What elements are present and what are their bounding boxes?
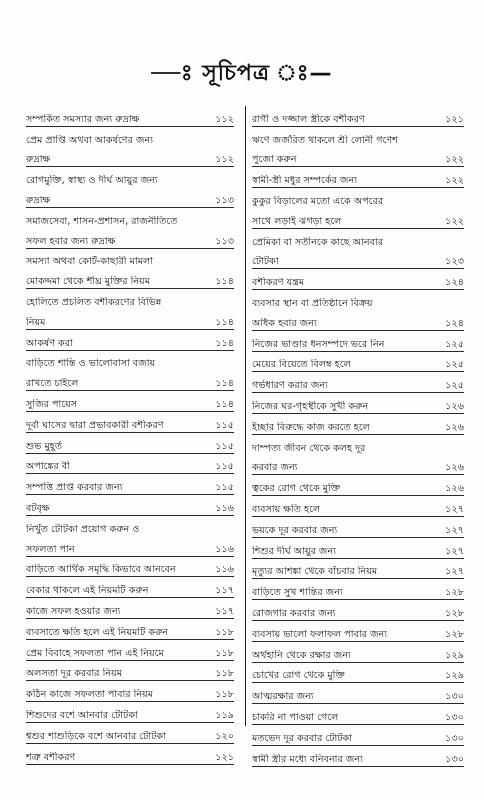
toc-entry-page: ১২৮ [445, 587, 464, 599]
toc-entry-page: ১২৪ [445, 277, 464, 289]
toc-entry-title: প্রেমিকা বা সতীনকে কাছে আনবার [252, 236, 383, 248]
toc-entry [26, 309, 234, 330]
toc-entry-title: ইচ্ছার বিরুদ্ধে কাজ করতে হলে [252, 421, 370, 433]
toc-entry [252, 600, 464, 621]
toc-entry-page: ১২০ [215, 730, 234, 742]
toc-entry-title: গর্ভধারণ করার জন্য [252, 380, 328, 392]
toc-entry [252, 414, 464, 435]
toc-entry-page: ১১৮ [215, 647, 234, 659]
toc-entry-page: ১১৫ [215, 419, 234, 431]
toc-entry [26, 433, 234, 454]
toc-entry [26, 351, 234, 371]
toc-entry [252, 435, 464, 455]
toc-entry [252, 269, 464, 290]
toc-entry [26, 167, 234, 187]
toc-entry [252, 310, 464, 331]
toc-entry [26, 249, 234, 269]
toc-entry-title: হোলিতে প্রচলিত বশীকরণের বিভিন্ন [26, 296, 162, 308]
toc-left-column [26, 106, 234, 765]
toc-entry-title: সমস্যা অথবা কোর্ট-কাছারী মামলা [26, 256, 153, 268]
toc-entry-title: শ্বশুর শাশুড়িকে বশে আনবার টোটকা [26, 730, 166, 742]
toc-entry [252, 147, 464, 168]
toc-entry-title: বেকার থাকলে এই নিয়মটি করুন [26, 585, 149, 597]
toc-entry-title: বটবৃক্ষ [26, 502, 50, 514]
toc-entry-title: আকর্ষণ করা [26, 337, 73, 349]
toc-entry-page: ১৩০ [445, 753, 464, 765]
toc-entry-page: ১২২ [445, 154, 464, 166]
toc-entry-title: সম্পর্কিত সমস্যার জন্য রুদ্রাক্ষ [26, 113, 140, 125]
toc-entry-page: ১১৪ [215, 398, 234, 410]
toc-entry-page: ১১২ [215, 113, 234, 125]
toc-entry [26, 557, 234, 578]
toc-entry-title: কুকুর বিড়ালের মতো একে অপরের [252, 195, 384, 207]
toc-entry-page: ১২৯ [445, 670, 464, 682]
toc-entry-page: ১৩০ [445, 732, 464, 744]
toc-entry-title: মোকদ্দমা থেকে শীঘ্র মুক্তির নিয়ম [26, 276, 151, 288]
toc-entry-title: অপাঙ্কের বী [26, 461, 70, 473]
toc-entry-title: শুভ মুহূর্ত [26, 440, 63, 452]
toc-entry [26, 702, 234, 723]
toc-entry [26, 106, 234, 127]
toc-entry-page: ১১৫ [215, 482, 234, 494]
toc-entry-title: সফল হবার জন্য রুদ্রাক্ষ [26, 235, 116, 247]
toc-entry-title: করবার জন্য [252, 462, 298, 474]
toc-entry-title: স্বামী-স্ত্রী মধুর সম্পর্কের জন্য [252, 175, 358, 187]
toc-entry-title: ব্যবসার স্থান বা প্রতিষ্ঠানে বিক্রয় [252, 297, 373, 309]
toc-entry [26, 412, 234, 433]
toc-entry [252, 704, 464, 725]
toc-entry [26, 744, 234, 765]
toc-entry-title: সাথে লড়াই ঝগড়া হলে [252, 215, 342, 227]
toc-entry [252, 642, 464, 663]
toc-entry [252, 496, 464, 517]
toc-entry [26, 681, 234, 702]
toc-entry-title: ব্যবসায় ক্ষতি হলে [252, 503, 321, 515]
toc-entry-page: ১২২ [445, 215, 464, 227]
column-divider [245, 106, 246, 726]
toc-entry-title: পুজো করুন [252, 154, 297, 166]
toc-entry-title: মেয়ের বিয়েতে বিলম্ব হলে [252, 359, 351, 371]
toc-entry-title: টোটকা [252, 256, 279, 268]
toc-entry [252, 188, 464, 208]
toc-entry-title: শিশুদের বশে আনবার টোটকা [26, 709, 138, 721]
toc-entry-page: ১২১ [445, 113, 464, 125]
toc-entry-page: ১১৪ [215, 316, 234, 328]
toc-entry [252, 331, 464, 352]
toc-entry [252, 290, 464, 310]
toc-entry-title: সফলতা পান [26, 543, 75, 555]
page-title: —ঃ সূচিপত্র ঃ— [151, 61, 333, 86]
toc-entry-title: আত্মরক্ষার জন্য [252, 691, 314, 703]
toc-entry [26, 661, 234, 682]
toc-entry-page: ১২৮ [445, 628, 464, 640]
toc-entry [26, 495, 234, 516]
toc-entry [26, 474, 234, 495]
toc-entry [252, 621, 464, 642]
toc-entry-title: রুদ্রাক্ষ [26, 154, 51, 166]
toc-entry-title: বাড়িতে শান্তি ও ভালোবাসা বজায় [26, 358, 156, 370]
toc-entry-title: স্বামী স্ত্রীর মধ্যে বনিবনার জন্য [252, 753, 363, 765]
toc-entry-title: রুদ্রাক্ষ [26, 194, 51, 206]
toc-entry-title: নিজের ভাণ্ডার ধনসম্পদে ভরে নিন [252, 338, 385, 350]
toc-entry [26, 598, 234, 619]
toc-entry-title: মৃত্যুর আশঙ্কা থেকে বাঁচবার নিয়ম [252, 566, 378, 578]
toc-entry-page: ১২৫ [445, 380, 464, 392]
toc-entry-title: কঠিন কাজে সফলতা পাবার নিয়ম [26, 689, 154, 701]
toc-entry-page: ১১২ [215, 154, 234, 166]
toc-entry-page: ১২৭ [445, 524, 464, 536]
toc-entry-title: ব্যবসাতে ক্ষতি হলে এই নিয়মটি করুন [26, 626, 169, 638]
toc-entry [26, 330, 234, 351]
toc-entry [252, 372, 464, 393]
toc-entry-title: মতভেদ দূর করবার টোটকা [252, 732, 353, 744]
toc-entry-title: শিশুর দীর্ঘ আয়ুর জন্য [252, 545, 337, 557]
toc-entry [26, 127, 234, 147]
toc-entry-title: রোগমুক্তি, স্বাস্থ্য ও দীর্ঘ আয়ুর জন্য [26, 175, 158, 187]
toc-entry-page: ১১৬ [215, 564, 234, 576]
toc-entry-title: প্রেম প্রাপ্তি অথবা আকর্ষণের জন্য [26, 134, 154, 146]
toc-entry-page: ১১৭ [215, 605, 234, 617]
toc-entry-page: ১১৮ [215, 626, 234, 638]
toc-entry-title: শত্রু বশীকরণ [26, 751, 76, 763]
toc-entry-title: বাড়িতে আর্থিক সমৃদ্ধি কিভাবে আনবেন [26, 564, 176, 576]
toc-entry-page: ১২৬ [445, 421, 464, 433]
toc-entry [252, 393, 464, 414]
toc-entry-page: ১৩০ [445, 711, 464, 723]
toc-entry [252, 208, 464, 229]
toc-entry-title: রাখতে চাইলে [26, 378, 79, 390]
toc-entry [252, 352, 464, 373]
toc-entry-title: নিখুঁত টোটকা প্রয়োগ করুন ও [26, 523, 140, 535]
toc-entry-page: ১২৩ [445, 256, 464, 268]
toc-entry-page: ১২৬ [445, 400, 464, 412]
toc-entry [252, 229, 464, 249]
toc-entry [26, 187, 234, 208]
toc-entry [26, 619, 234, 640]
toc-entry-page: ১২১ [215, 751, 234, 763]
toc-entry [252, 455, 464, 476]
toc-entry [252, 538, 464, 559]
toc-entry-page: ১২৬ [445, 483, 464, 495]
toc-entry [252, 663, 464, 684]
toc-entry-page: ১২৫ [445, 359, 464, 371]
toc-entry-page: ১২৭ [445, 566, 464, 578]
toc-entry [26, 147, 234, 168]
toc-entry [252, 249, 464, 270]
toc-entry [252, 579, 464, 600]
toc-entry-page: ১২৪ [445, 317, 464, 329]
toc-entry-page: ১১৩ [215, 194, 234, 206]
toc-entry-page: ১১৫ [215, 440, 234, 452]
toc-entry-title: অর্থহানি থেকে রক্ষার জন্য [252, 649, 351, 661]
toc-entry [26, 268, 234, 289]
toc-entry-title: রোজগার করবার জন্য [252, 607, 336, 619]
toc-entry-title: সমাজসেবা, শাসন-প্রশাসন, রাজনীতিতে [26, 215, 178, 227]
toc-entry [26, 289, 234, 309]
toc-entry-page: ১২৭ [445, 503, 464, 515]
toc-entry-page: ১২৬ [445, 462, 464, 474]
toc-entry-page: ১২২ [445, 175, 464, 187]
toc-entry-page: ১১৭ [215, 585, 234, 597]
toc-entry [252, 167, 464, 188]
toc-entry-title: বাড়িতে সুখ শান্তির জন্য [252, 587, 343, 599]
toc-entry [26, 723, 234, 744]
toc-entry-page: ১১৯ [215, 709, 234, 721]
toc-entry-title: রাগী ও দজ্জাল স্ত্রীকে বশীকরণ [252, 113, 365, 125]
toc-entry-title: ত্বকের রোগ থেকে মুক্তি [252, 483, 341, 495]
toc-entry [252, 517, 464, 538]
toc-entry-title: ব্যবসায় ভালো ফলাফল পাবার জন্য [252, 628, 388, 640]
toc-entry [26, 391, 234, 412]
toc-entry [252, 725, 464, 746]
toc-entry-page: ১১৮ [215, 668, 234, 680]
toc-entry-title: ঋণে জর্জরিত থাকলে শ্রী লোনী গণেশ [252, 134, 398, 146]
toc-entry [26, 516, 234, 536]
toc-entry-page: ১১৪ [215, 276, 234, 288]
toc-entry [252, 683, 464, 704]
toc-entry-title: ভয়কে দূর করবার জন্য [252, 524, 338, 536]
toc-entry [26, 208, 234, 228]
toc-entry-page: ১১৫ [215, 461, 234, 473]
toc-entry-page: ১১৬ [215, 543, 234, 555]
toc-entry-title: সুজির পায়েস [26, 398, 78, 410]
toc-entry [252, 559, 464, 580]
toc-entry-title: কাজে সফল হওয়ার জন্য [26, 605, 121, 617]
toc-entry-title: নিয়ম [26, 316, 46, 328]
toc-entry [26, 577, 234, 598]
toc-entry-title: অধিক হবার জন্য [252, 317, 317, 329]
toc-entry-title: নিজের ঘর-গৃহস্থীকে সুখী করুন [252, 400, 369, 412]
toc-entry-page: ১১৪ [215, 337, 234, 349]
toc-entry-title: সম্পত্তি প্রাপ্ত করবার জন্য [26, 482, 123, 494]
toc-entry-page: ১১৪ [215, 378, 234, 390]
toc-entry-page: ১২৯ [445, 649, 464, 661]
toc-entry-title: দাম্পত্য জীবন থেকে কলহ দূর [252, 442, 366, 454]
toc-entry [252, 106, 464, 127]
toc-entry [26, 454, 234, 475]
toc-entry-title: চোখের রোগ থেকে মুক্তি [252, 670, 345, 682]
toc-entry-title: বশীকরণ যন্ত্রম [252, 277, 305, 289]
toc-entry-page: ১২৮ [445, 607, 464, 619]
toc-entry-page: ১২৫ [445, 338, 464, 350]
toc-entry [26, 228, 234, 249]
toc-entry-page: ১৩০ [445, 691, 464, 703]
toc-entry [26, 370, 234, 391]
toc-entry [252, 475, 464, 496]
toc-entry-title: চাকরি না পাওয়া গেলে [252, 711, 339, 723]
toc-entry-title: প্রেম বিবাহে সফলতা পান এই নিয়মে [26, 647, 164, 659]
toc-right-column [252, 106, 464, 767]
toc-entry [26, 640, 234, 661]
toc-entry-page: ১২৭ [445, 545, 464, 557]
toc-entry [252, 127, 464, 147]
toc-entry-title: দূর্বা ঘাসের দ্বারা প্রভাবকারী বশীকরণ [26, 419, 164, 431]
toc-entry-page: ১১৮ [215, 689, 234, 701]
toc-entry-page: ১১৬ [215, 502, 234, 514]
toc-entry [252, 746, 464, 767]
toc-entry [26, 536, 234, 557]
toc-entry-page: ১১৩ [215, 235, 234, 247]
toc-entry-title: অলসতা দূর করবার নিয়ম [26, 668, 123, 680]
